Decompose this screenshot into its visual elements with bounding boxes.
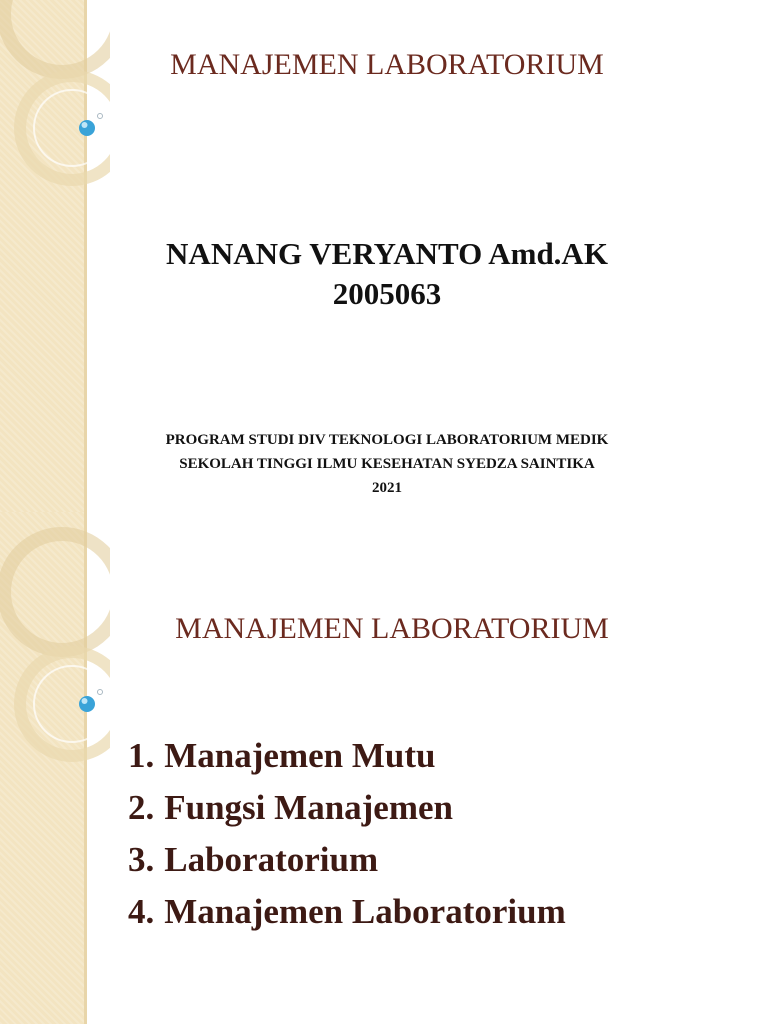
program-name: PROGRAM STUDI DIV TEKNOLOGI LABORATORIUM MEDIK [165, 432, 609, 448]
topics-slide [0, 512, 768, 1024]
list-item [128, 886, 566, 938]
list-item [128, 782, 566, 834]
small-bead-icon [98, 690, 103, 695]
list-item-number: 4. [128, 892, 155, 931]
list-item-label: Fungsi Manajemen [164, 788, 453, 827]
author-id: 2005063 [332, 276, 442, 311]
blue-bead-icon [79, 696, 95, 712]
list-item-number: 2. [128, 788, 155, 827]
blue-bead-icon [79, 120, 95, 136]
small-bead-icon [98, 114, 103, 119]
list-item [128, 834, 566, 886]
list-item-label: Manajemen Laboratorium [164, 892, 566, 931]
list-item [128, 730, 566, 782]
decorative-rings [0, 0, 110, 200]
topic-list [128, 730, 566, 938]
list-item-label: Manajemen Mutu [164, 736, 436, 775]
list-item-number: 3. [128, 840, 155, 879]
institution-name: SEKOLAH TINGGI ILMU KESEHATAN SYEDZA SAINTIKA [179, 456, 595, 472]
program-block [87, 428, 687, 500]
list-item-label: Laboratorium [164, 840, 379, 879]
year: 2021 [372, 480, 402, 496]
author-block [87, 234, 687, 314]
slide-title: MANAJEMEN LABORATORIUM [175, 612, 609, 645]
slide-title: MANAJEMEN LABORATORIUM [170, 48, 604, 81]
author-name: NANANG VERYANTO Amd.AK [166, 236, 608, 271]
list-item-number: 1. [128, 736, 155, 775]
